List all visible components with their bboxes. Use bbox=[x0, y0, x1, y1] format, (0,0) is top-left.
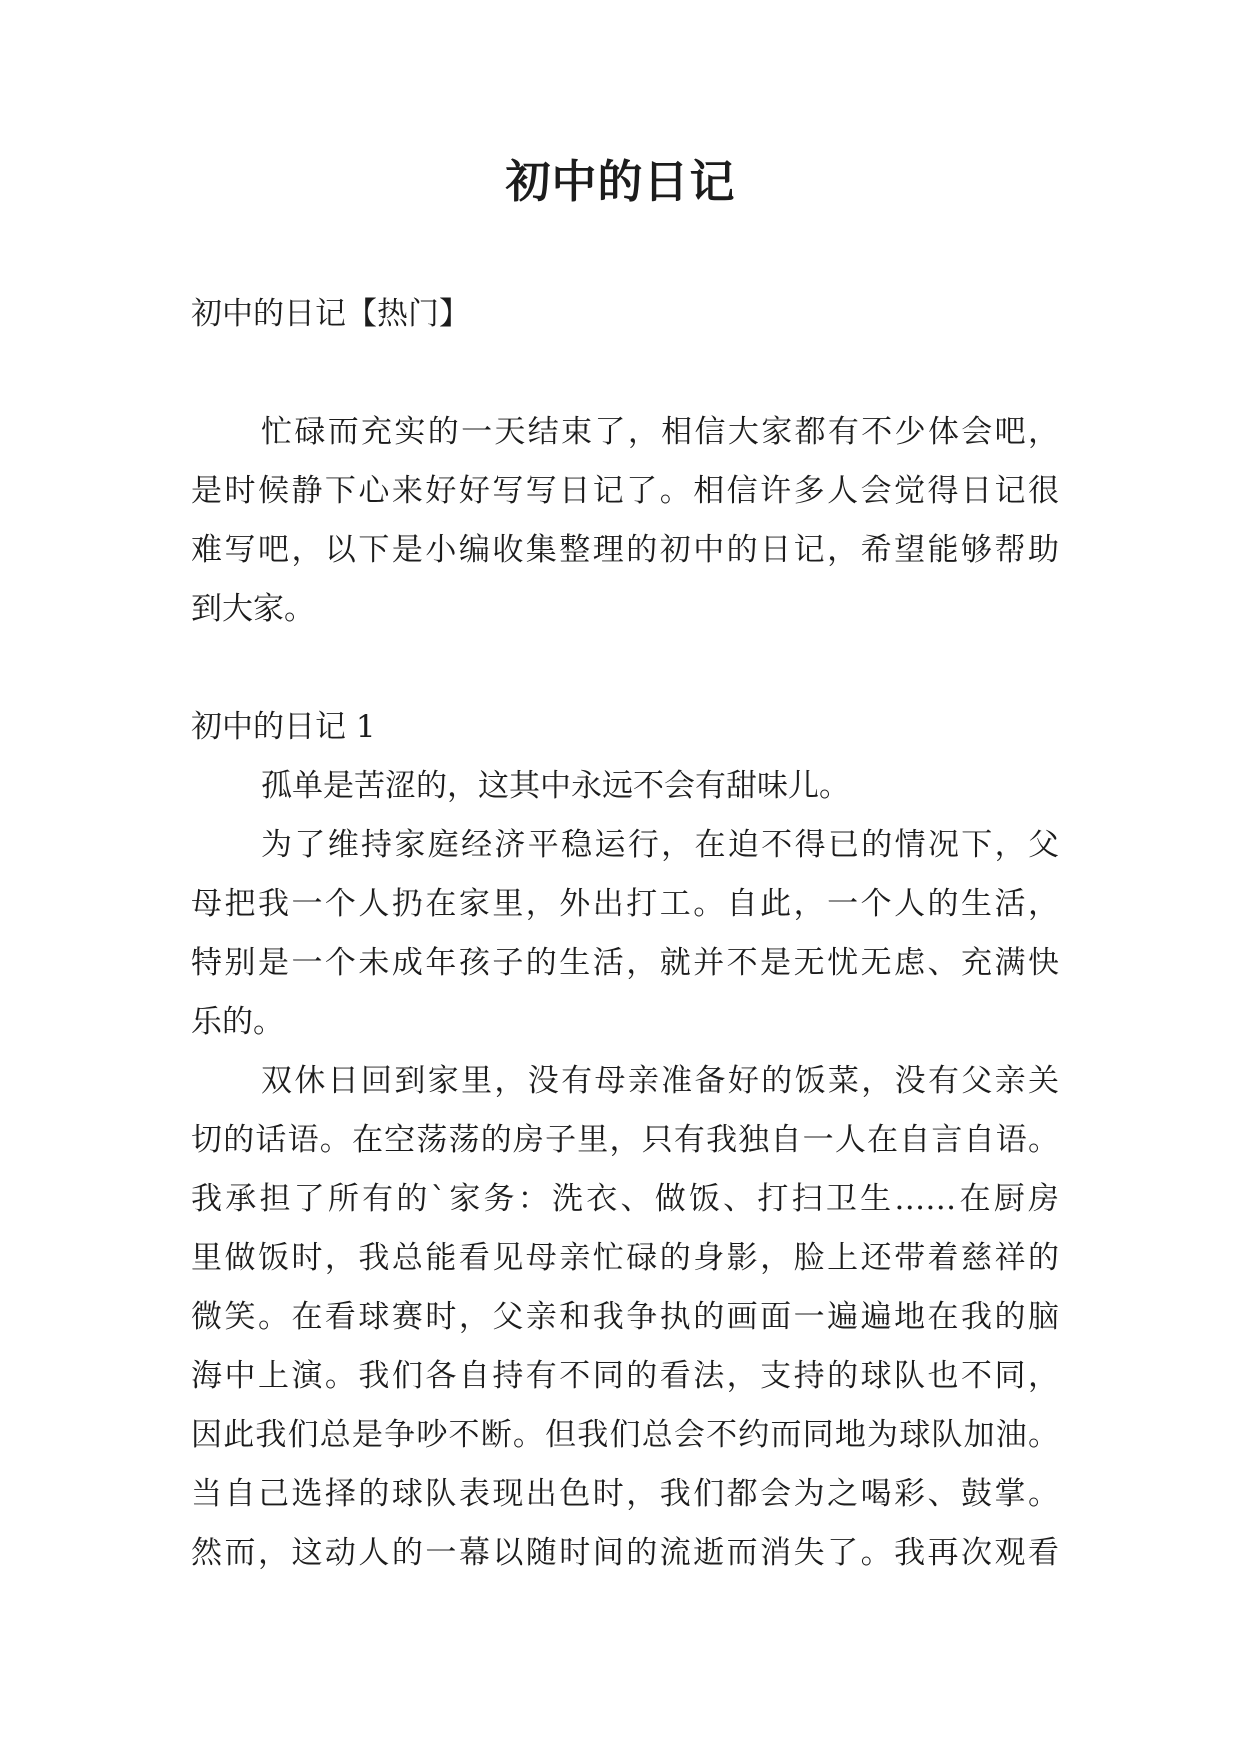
text-line: 因此我们总是争吵不断。但我们总会不约而同地为球队加油。 bbox=[191, 1417, 1059, 1453]
document-subtitle: 初中的日记【热门】 bbox=[191, 296, 470, 332]
text-line: 难写吧，以下是小编收集整理的初中的日记，希望能够帮助 bbox=[191, 532, 1059, 568]
text-line: 到大家。 bbox=[191, 591, 315, 627]
text-line: 双休日回到家里，没有母亲准备好的饭菜，没有父亲关 bbox=[261, 1063, 1059, 1099]
paragraph bbox=[191, 757, 1059, 816]
blank-line bbox=[191, 639, 1059, 698]
document-title: 初中的日记 bbox=[505, 155, 736, 208]
text-line: 忙碌而充实的一天结束了，相信大家都有不少体会吧， bbox=[261, 414, 1059, 450]
text-line: 当自己选择的球队表现出色时，我们都会为之喝彩、鼓掌。 bbox=[191, 1476, 1059, 1512]
paragraph bbox=[191, 816, 1059, 1052]
text-line: 然而，这动人的一幕以随时间的流逝而消失了。我再次观看 bbox=[191, 1535, 1059, 1571]
text-line: 微笑。在看球赛时，父亲和我争执的画面一遍遍地在我的脑 bbox=[191, 1299, 1059, 1335]
text-line: 海中上演。我们各自持有不同的看法，支持的球队也不同， bbox=[191, 1358, 1059, 1394]
text-line: 乐的。 bbox=[191, 1004, 284, 1040]
text-line: 我承担了所有的`家务：洗衣、做饭、打扫卫生……在厨房 bbox=[191, 1181, 1059, 1217]
text-line: 是时候静下心来好好写写日记了。相信许多人会觉得日记很 bbox=[191, 473, 1059, 509]
text-line: 特别是一个未成年孩子的生活，就并不是无忧无虑、充满快 bbox=[191, 945, 1059, 981]
text-line: 母把我一个人扔在家里，外出打工。自此，一个人的生活， bbox=[191, 886, 1059, 922]
section-heading: 初中的日记 1 bbox=[191, 709, 376, 745]
text-line: 孤单是苦涩的，这其中永远不会有甜味儿。 bbox=[261, 768, 850, 804]
document-body bbox=[191, 285, 1059, 1583]
text-line: 切的话语。在空荡荡的房子里，只有我独自一人在自言自语。 bbox=[191, 1122, 1059, 1158]
text-line: 为了维持家庭经济平稳运行，在迫不得已的情况下，父 bbox=[261, 827, 1059, 863]
paragraph bbox=[191, 1052, 1059, 1583]
text-line: 里做饭时，我总能看见母亲忙碌的身影，脸上还带着慈祥的 bbox=[191, 1240, 1059, 1276]
blank-line bbox=[191, 344, 1059, 403]
intro-paragraph bbox=[191, 403, 1059, 639]
